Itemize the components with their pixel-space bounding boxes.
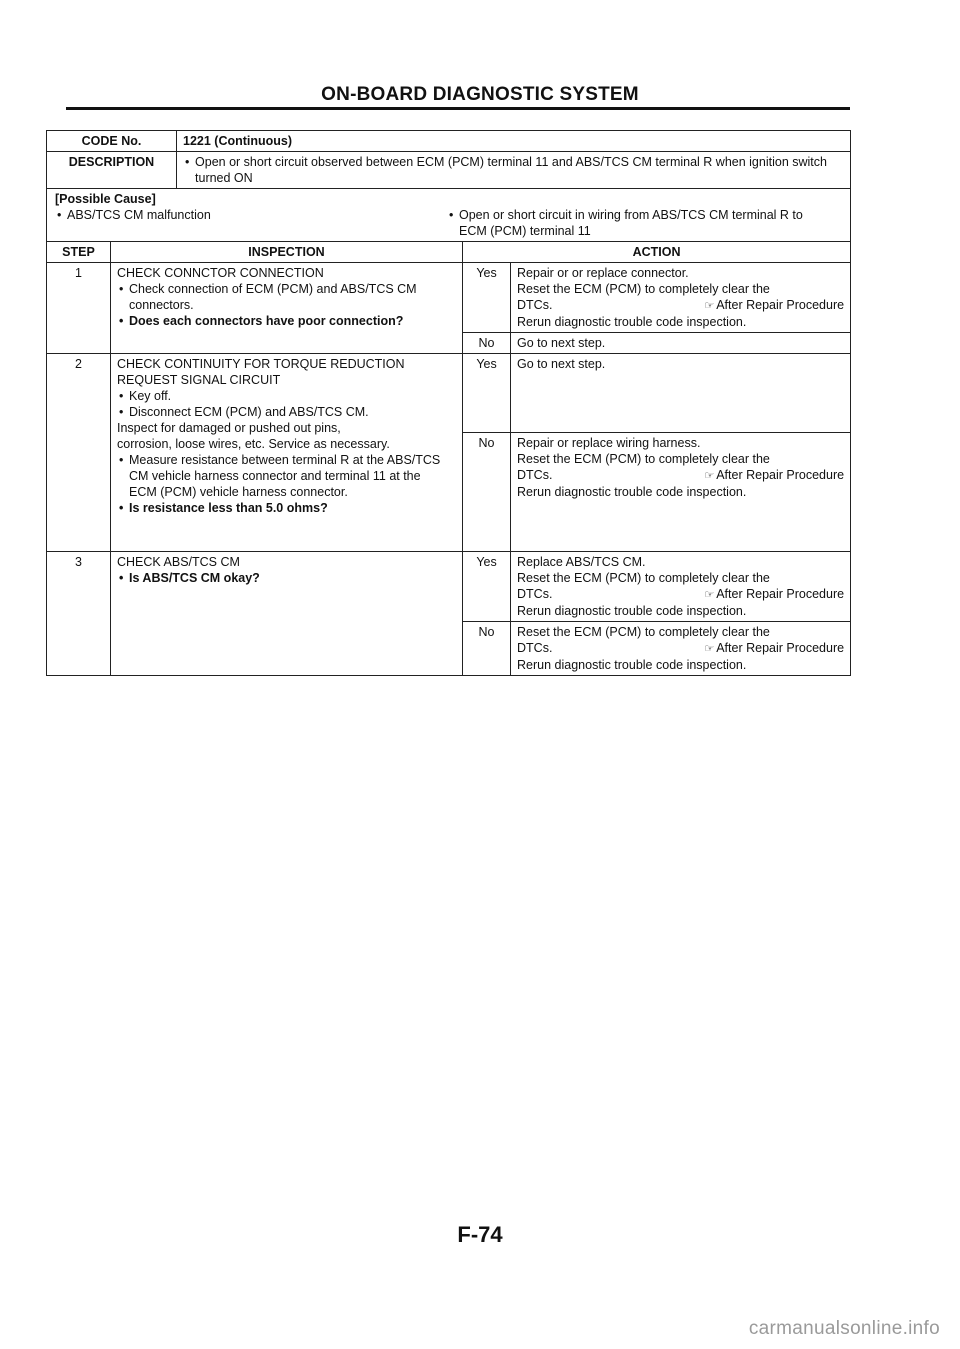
action-line: Rerun diagnostic trouble code inspection.: [517, 485, 747, 499]
col-inspection: INSPECTION: [111, 242, 463, 263]
answer-yes: Yes: [463, 552, 511, 622]
action-line: Rerun diagnostic trouble code inspection.: [517, 315, 747, 329]
pointing-hand-icon: ☞: [704, 643, 715, 655]
code-label: CODE No.: [47, 131, 177, 152]
page-title: ON-BOARD DIAGNOSTIC SYSTEM: [321, 84, 639, 105]
inspection-item: • Check connection of ECM (PCM) and ABS/TCS CM connectors.: [117, 281, 456, 313]
action-cell: [511, 552, 851, 622]
code-row: [47, 131, 851, 152]
column-header-row: [47, 242, 851, 263]
pointing-hand-icon: ☞: [704, 589, 715, 601]
diagnostic-sheet: [46, 130, 850, 676]
action-cell: [511, 622, 851, 676]
watermark: carmanualsonline.info: [748, 1318, 940, 1339]
action-cell: Go to next step.: [511, 354, 851, 433]
possible-cause-cell: [47, 189, 851, 242]
action-line: DTCs.: [517, 641, 553, 655]
action-line: Rerun diagnostic trouble code inspection.: [517, 604, 747, 618]
inspection-cell: [111, 354, 463, 552]
action-cell: [511, 433, 851, 552]
inspection-item: • Disconnect ECM (PCM) and ABS/TCS CM.: [117, 404, 437, 420]
inspection-cell: [111, 263, 463, 354]
action-line: DTCs.: [517, 468, 553, 482]
code-value: 1221 (Continuous): [177, 131, 851, 152]
title-rule: [66, 107, 850, 110]
action-cell: Go to next step.: [511, 333, 851, 354]
action-line: Replace ABS/TCS CM.: [517, 555, 646, 569]
inspection-question: • Does each connectors have poor connection?: [117, 313, 456, 329]
step-row: [47, 263, 851, 333]
inspection-question: • Is ABS/TCS CM okay?: [117, 570, 456, 586]
action-line: Repair or replace wiring harness.: [517, 436, 701, 450]
inspection-item: • Key off.: [117, 388, 437, 404]
action-line: Repair or or replace connector.: [517, 266, 689, 280]
step-row: [47, 354, 851, 433]
description-cell: [177, 152, 851, 189]
possible-cause-label: [Possible Cause]: [55, 192, 156, 206]
inspection-cell: [111, 552, 463, 676]
step-number: 2: [47, 354, 111, 552]
page-number: F-74: [457, 1222, 503, 1247]
col-step: STEP: [47, 242, 111, 263]
reference-link[interactable]: After Repair Procedure: [716, 298, 845, 312]
inspection-title: CHECK CONNCTOR CONNECTION: [117, 266, 324, 280]
inspection-title: CHECK CONTINUITY FOR TORQUE REDUCTION REQUEST SIGNAL CIRCUIT: [117, 357, 405, 387]
description-row: [47, 152, 851, 189]
step-row: [47, 552, 851, 622]
inspection-title: CHECK ABS/TCS CM: [117, 555, 240, 569]
action-line: Reset the ECM (PCM) to completely clear the: [517, 282, 770, 296]
reference-link[interactable]: After Repair Procedure: [716, 587, 845, 601]
action-line: DTCs.: [517, 298, 553, 312]
possible-cause-row: [47, 189, 851, 242]
step-number: 3: [47, 552, 111, 676]
answer-no: No: [463, 622, 511, 676]
action-cell: [511, 263, 851, 333]
inspection-note: Inspect for damaged or pushed out pins, corrosion, loose wires, etc. Service as necessary.: [117, 421, 390, 451]
pointing-hand-icon: ☞: [704, 470, 715, 482]
reference-link[interactable]: After Repair Procedure: [716, 641, 845, 655]
description-text: • Open or short circuit observed between ECM (PCM) terminal 11 and ABS/TCS CM terminal R when ignition switch turned ON: [183, 154, 844, 186]
action-line: DTCs.: [517, 587, 553, 601]
answer-no: No: [463, 333, 511, 354]
cause-left: • ABS/TCS CM malfunction: [55, 207, 447, 223]
action-line: Reset the ECM (PCM) to completely clear the: [517, 571, 770, 585]
answer-yes: Yes: [463, 263, 511, 333]
action-line: Rerun diagnostic trouble code inspection.: [517, 658, 747, 672]
answer-yes: Yes: [463, 354, 511, 433]
reference-link[interactable]: After Repair Procedure: [716, 468, 845, 482]
action-line: Reset the ECM (PCM) to completely clear the: [517, 625, 770, 639]
description-label: DESCRIPTION: [47, 152, 177, 189]
diagnostic-table: [46, 130, 851, 676]
pointing-hand-icon: ☞: [704, 300, 715, 312]
answer-no: No: [463, 433, 511, 552]
inspection-question: • Is resistance less than 5.0 ohms?: [117, 500, 447, 516]
action-line: Reset the ECM (PCM) to completely clear the: [517, 452, 770, 466]
cause-right: • Open or short circuit in wiring from ABS/TCS CM terminal R to ECM (PCM) terminal 11: [447, 207, 827, 239]
inspection-item: • Measure resistance between terminal R at the ABS/TCS CM vehicle harness connector and terminal 11 at the ECM (PCM) vehicle harness connector.: [117, 452, 447, 500]
step-number: 1: [47, 263, 111, 354]
col-action: ACTION: [463, 242, 851, 263]
